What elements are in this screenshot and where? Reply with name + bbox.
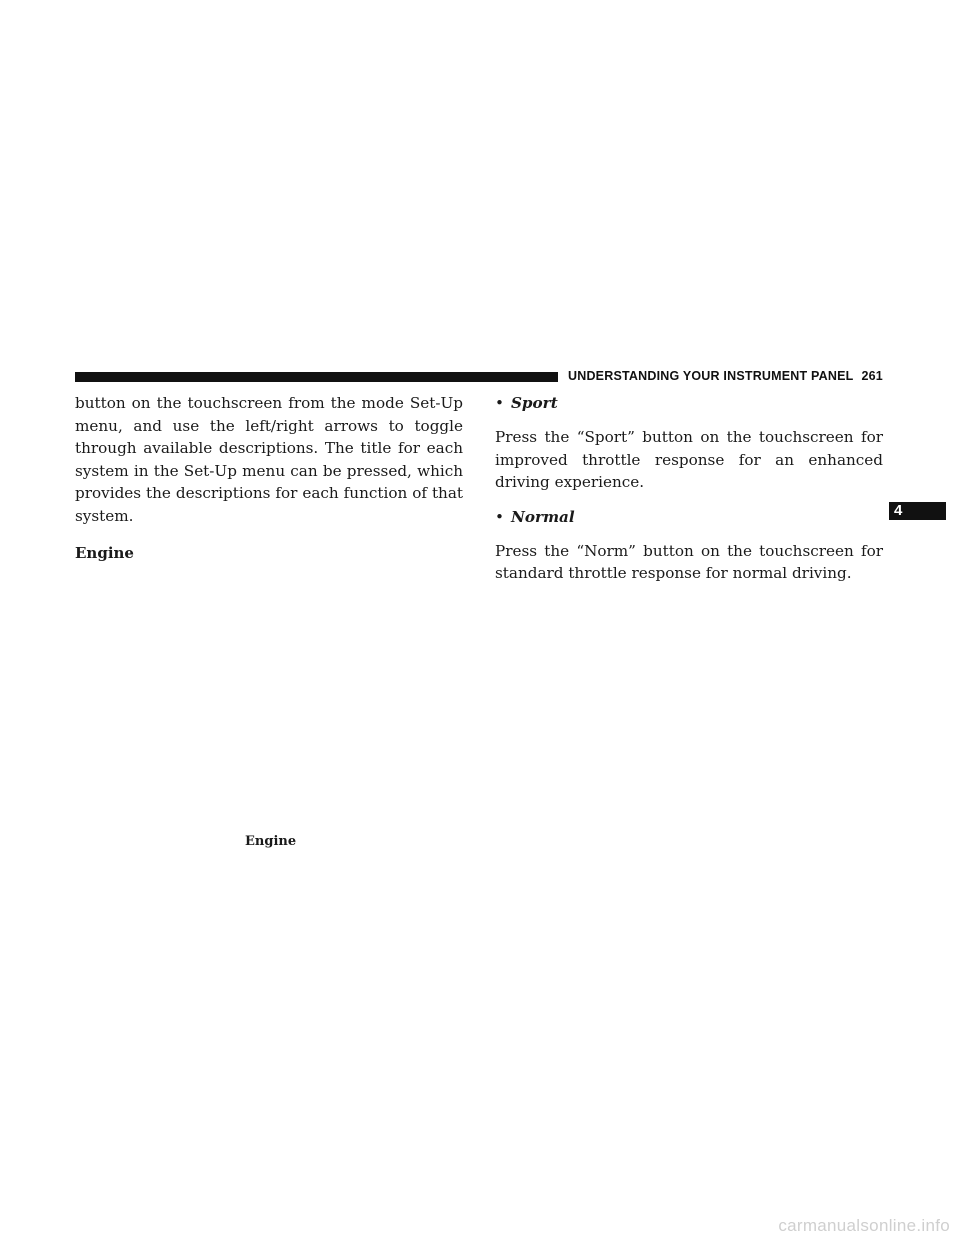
bullet-sport <box>495 392 883 414</box>
intro-paragraph: button on the touchscreen from the mode Set-Up menu, and use the left/right arrows to toggle through available descriptions. The title for each system in the Set-Up menu can be pressed, which provides the descriptions for each function of that system. <box>75 394 463 525</box>
page-number: 261 <box>861 369 883 383</box>
running-header <box>568 369 883 383</box>
engine-heading: Engine <box>75 543 134 562</box>
figure-caption: Engine <box>245 834 297 849</box>
right-column <box>495 392 883 585</box>
left-column <box>75 392 463 564</box>
normal-paragraph: Press the “Norm” button on the touchscreen for standard throttle response for normal driving. <box>495 541 883 583</box>
bullet-normal-label: Normal <box>510 507 575 526</box>
sport-paragraph: Press the “Sport” button on the touchscreen for improved throttle response for an enhanced driving experience. <box>495 428 883 492</box>
chapter-tab: 4 <box>889 502 946 520</box>
bullet-sport-label: Sport <box>510 394 558 412</box>
bullet-icon: • <box>495 507 504 526</box>
watermark-text: carmanualsonline.info <box>778 1216 950 1235</box>
section-title: UNDERSTANDING YOUR INSTRUMENT PANEL <box>568 369 854 383</box>
header-rule <box>75 372 558 382</box>
bullet-normal <box>495 506 883 528</box>
bullet-icon: • <box>495 394 504 412</box>
